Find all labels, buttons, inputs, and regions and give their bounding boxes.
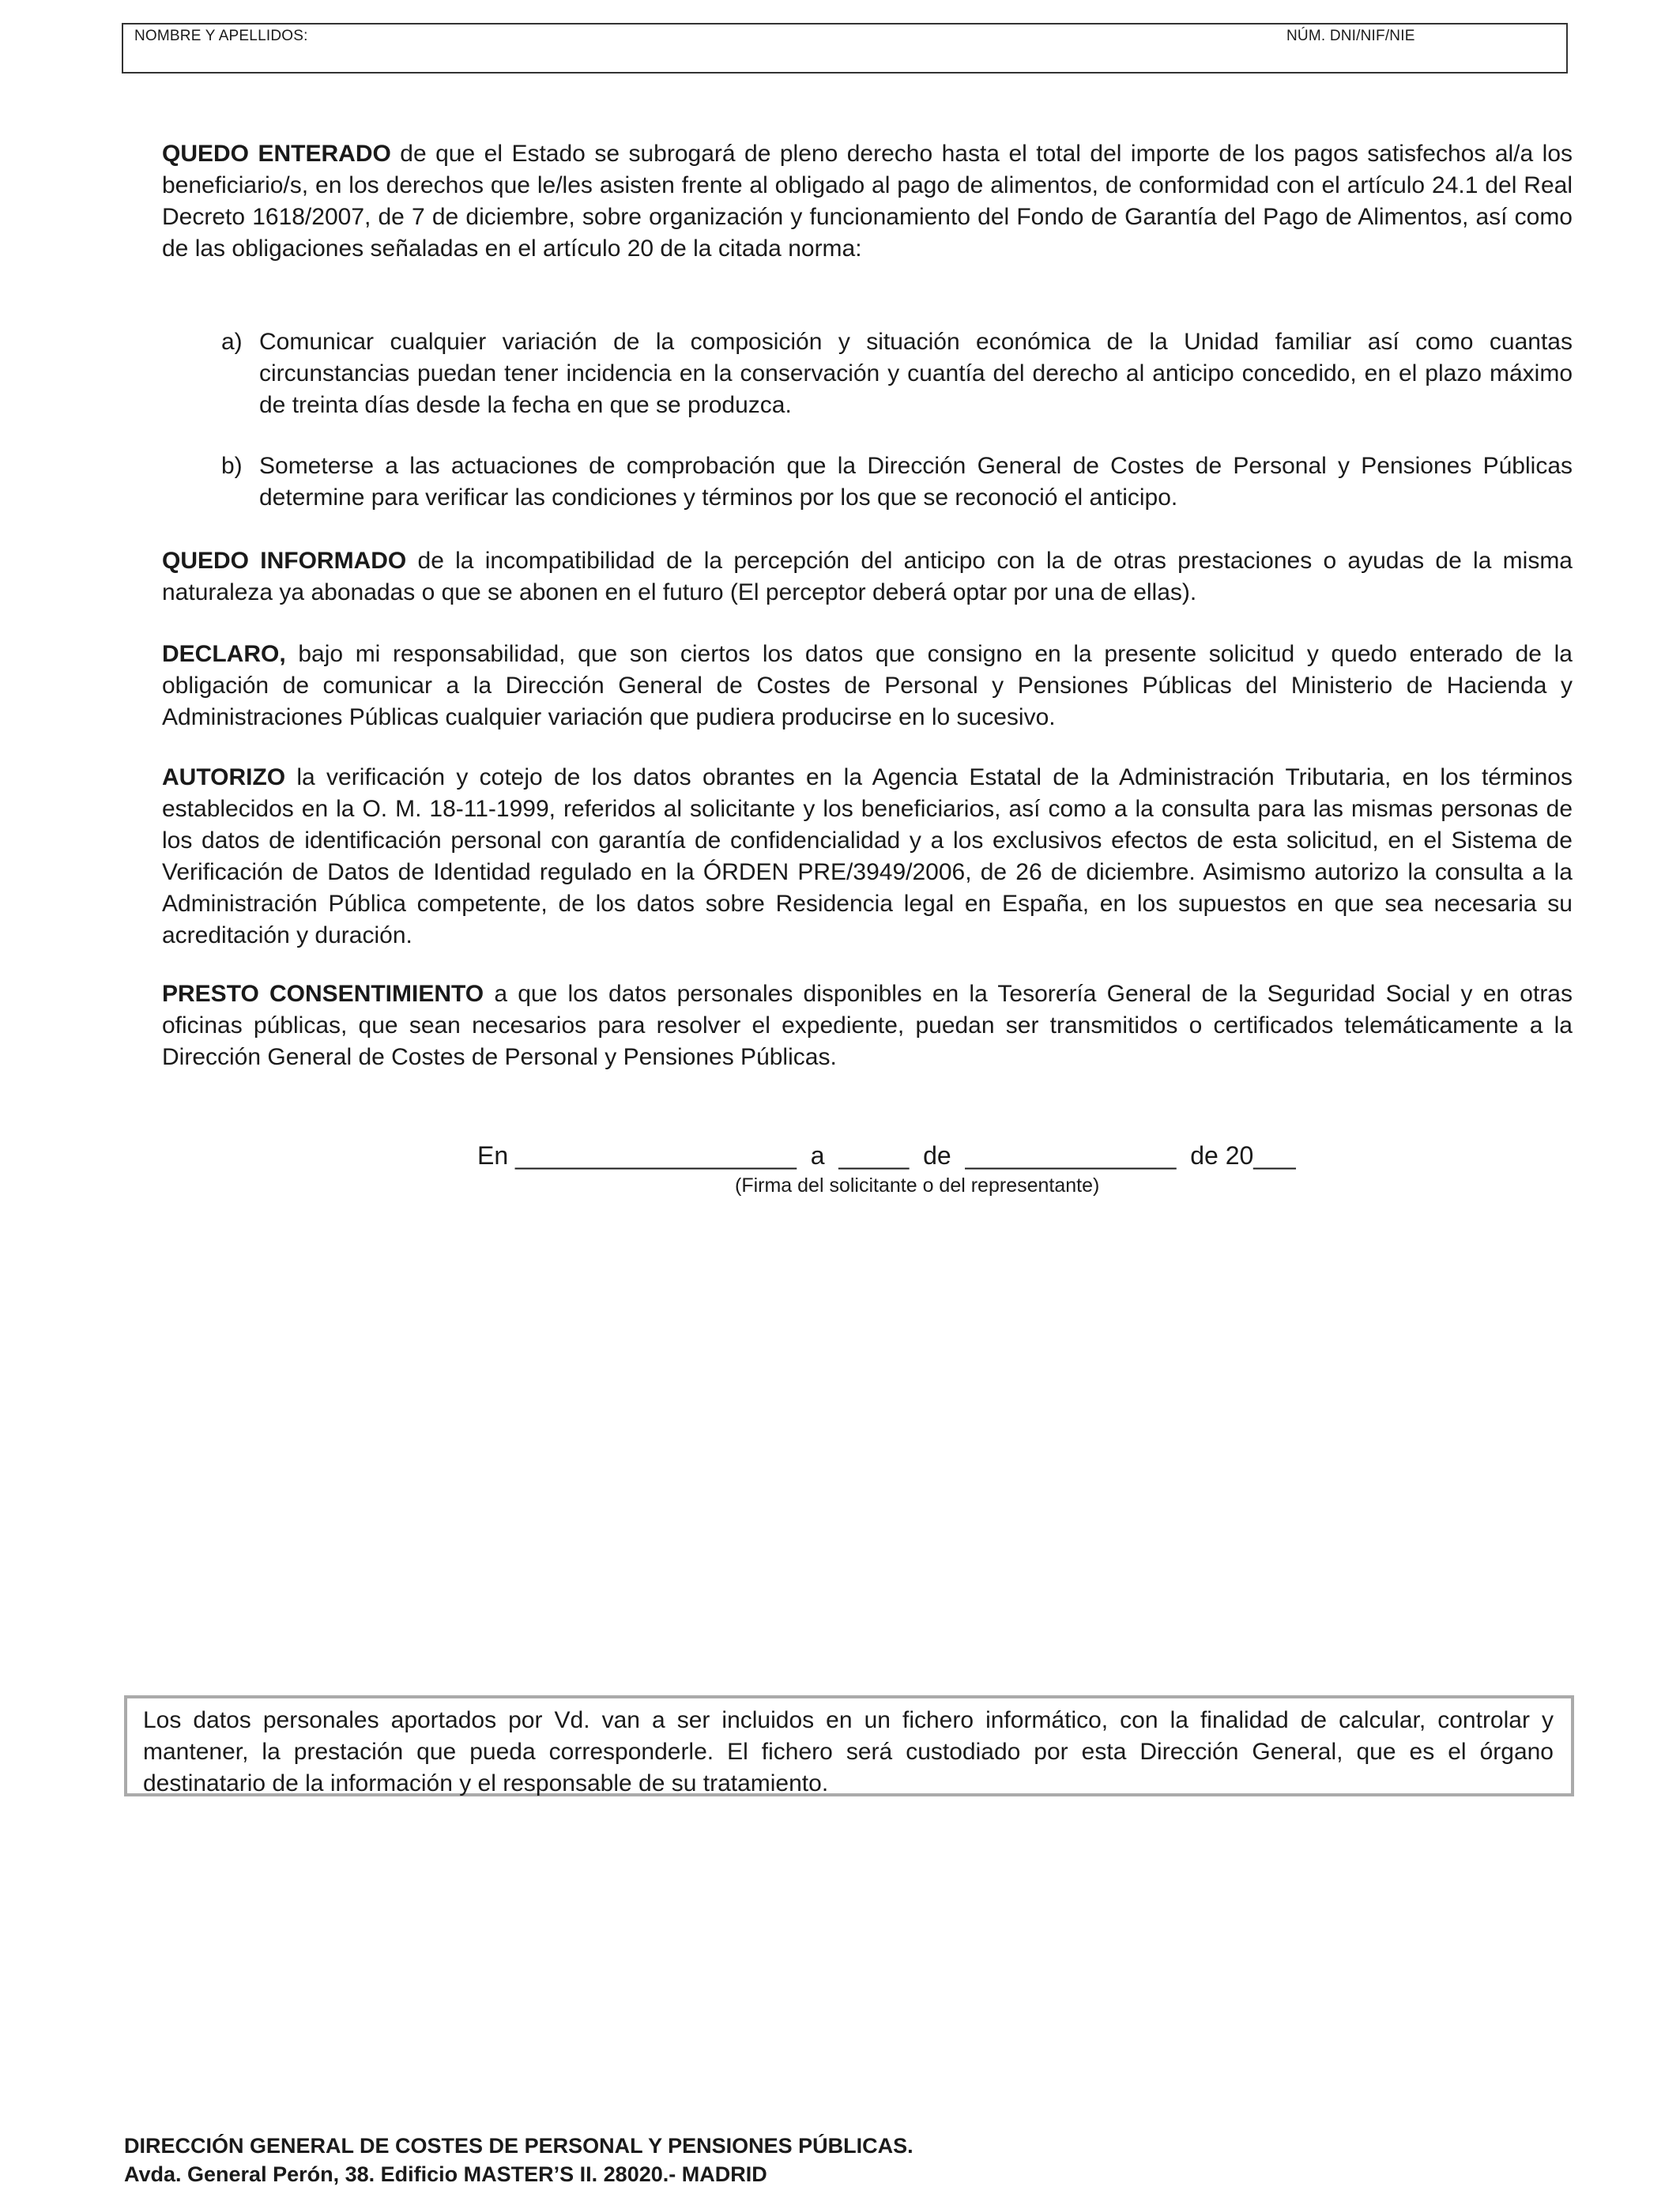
paragraph-lead: QUEDO INFORMADO: [162, 548, 407, 574]
list-item-text: Someterse a las actuaciones de comprobación que la Dirección General de Costes de Personal y Pensiones Públicas determine para verificar las condiciones y términos por los que se reconoció el anticipo.: [259, 453, 1573, 511]
paragraph-text: bajo mi responsabilidad, que son ciertos los datos que consigno en la presente solicitud y quedo enterado de la obligación de comunicar a la Dirección General de Costes de Personal y Pensiones Públicas del Ministerio de Hacienda y Administraciones Públicas cualquier variación que pudiera producirse en lo sucesivo.: [162, 641, 1573, 730]
applicant-header-box: [122, 23, 1568, 74]
footer-address: Avda. General Perón, 38. Edificio MASTER’S II. 28020.- MADRID: [124, 2162, 767, 2186]
paragraph-lead: PRESTO CONSENTIMIENTO: [162, 981, 484, 1007]
paragraph-declaro: [162, 639, 1573, 733]
list-marker: a): [221, 329, 243, 355]
signature-caption: (Firma del solicitante o del representante): [735, 1174, 1100, 1197]
paragraph-lead: DECLARO,: [162, 641, 286, 667]
paragraph-quedo-informado: [162, 545, 1573, 609]
paragraph-presto-consentimiento: [162, 978, 1573, 1073]
paragraph-text: de la incompatibilidad de la percepción del anticipo con la de otras prestaciones o ayudas de la misma naturaleza ya abonadas o que se abonen en el futuro (El perceptor deberá optar por una de ellas).: [162, 548, 1573, 605]
paragraph-text: la verificación y cotejo de los datos obrantes en la Agencia Estatal de la Administración Tributaria, en los términos establecidos en la O. M. 18-11-1999, referidos al solicitante y los beneficiarios, así como a la consulta para las mismas personas de los datos de identificación personal con garantía de confidencialidad y a los exclusivos efectos de esta solicitud, en el Sistema de Verificación de Datos de Identidad regulado en la ÓRDEN PRE/3949/2006, de 26 de diciembre. Asimismo autorizo la consulta a la Administración Pública competente, de los datos sobre Residencia legal en España, en los supuestos en que sea necesaria su acreditación y duración.: [162, 764, 1573, 948]
dni-label: NÚM. DNI/NIF/NIE: [1286, 28, 1415, 44]
list-item-text: Comunicar cualquier variación de la composición y situación económica de la Unidad familiar así como cuantas circunstancias puedan tener incidencia en la conservación y cuantía del derecho al anticipo concedido, en el plazo máximo de treinta días desde la fecha en que se produzca.: [259, 329, 1573, 418]
data-protection-notice: [124, 1695, 1574, 1796]
paragraph-autorizo: [162, 762, 1573, 952]
paragraph-quedo-enterado: [162, 138, 1573, 265]
signature-place-date-line: En ____________________ a _____ de _______________ de 20___: [477, 1141, 1296, 1170]
name-label: NOMBRE Y APELLIDOS:: [134, 28, 308, 44]
notice-text: Los datos personales aportados por Vd. van a ser incluidos en un fichero informático, con la finalidad de calcular, controlar y mantener, la prestación que pueda corresponderle. El fichero será custodiado por esta Dirección General, que es el órgano destinatario de la información y el responsable de su tratamiento.: [143, 1707, 1554, 1796]
footer-organization: DIRECCIÓN GENERAL DE COSTES DE PERSONAL Y PENSIONES PÚBLICAS.: [124, 2134, 913, 2158]
paragraph-lead: QUEDO ENTERADO: [162, 141, 391, 167]
paragraph-text: de que el Estado se subrogará de pleno derecho hasta el total del importe de los pagos satisfechos al/a los beneficiario/s, en los derechos que le/les asisten frente al obligado al pago de alimentos, de conformidad con el artículo 24.1 del Real Decreto 1618/2007, de 7 de diciembre, sobre organización y funcionamiento del Fondo de Garantía del Pago de Alimentos, así como de las obligaciones señaladas en el artículo 20 de la citada norma:: [162, 141, 1573, 262]
paragraph-text: a que los datos personales disponibles en la Tesorería General de la Seguridad Social y en otras oficinas públicas, que sean necesarios para resolver el expediente, puedan ser transmitidos o certificados telemáticamente a la Dirección General de Costes de Personal y Pensiones Públicas.: [162, 981, 1573, 1070]
list-marker: b): [221, 453, 243, 479]
paragraph-lead: AUTORIZO: [162, 764, 286, 790]
